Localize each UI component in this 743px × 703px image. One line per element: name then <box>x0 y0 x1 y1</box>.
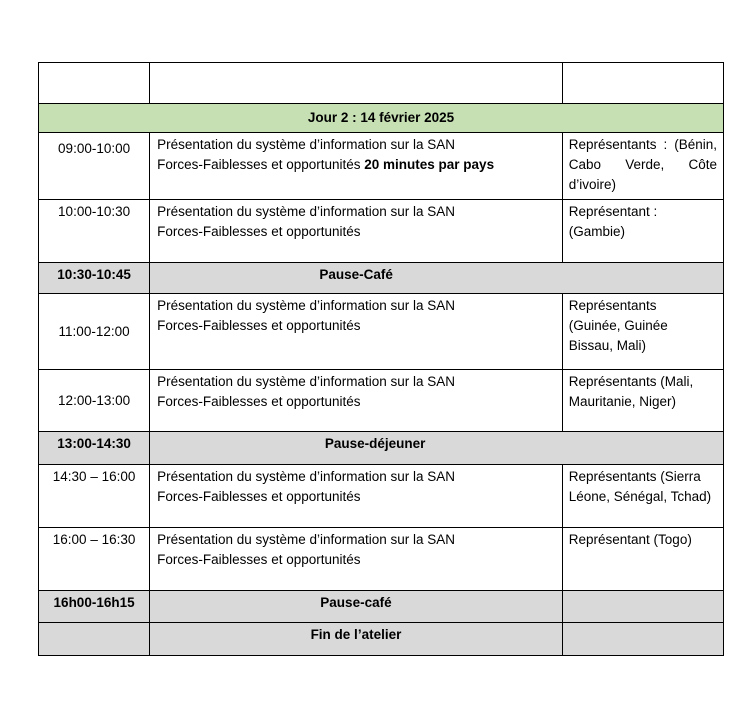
activity-title: Présentation du système d’information sur la SAN <box>157 204 456 219</box>
day-header: Jour 2 : 14 février 2025 <box>39 104 724 133</box>
empty-cell <box>562 63 723 104</box>
table-row <box>39 133 724 200</box>
time-cell: 09:00-10:00 <box>39 133 150 200</box>
time-cell: 16h00-16h15 <box>39 591 150 623</box>
activity-subtitle: Forces-Faiblesses et opportunités <box>157 552 361 567</box>
representatives-cell <box>562 370 723 432</box>
rep-line: Bissau, Mali) <box>568 338 647 353</box>
activity-cell <box>150 133 563 200</box>
activity-title: Présentation du système d’information sur la SAN <box>157 374 456 389</box>
activity-subtitle: Forces-Faiblesses et opportunités 20 minutes par pays <box>157 157 495 172</box>
representatives-cell <box>562 528 723 591</box>
activity-title: Présentation du système d’information sur la SAN <box>157 469 456 484</box>
time-cell: 14:30 – 16:00 <box>39 465 150 528</box>
rep-line: Mauritanie, Niger) <box>568 394 677 409</box>
time-cell: 10:00-10:30 <box>39 200 150 263</box>
break-row <box>39 623 724 656</box>
time-cell <box>39 623 150 656</box>
activity-subtitle: Forces-Faiblesses et opportunités <box>157 489 361 504</box>
break-row <box>39 432 724 465</box>
break-cell <box>150 263 724 294</box>
break-label: Pause-déjeuner <box>324 436 426 451</box>
empty-cell <box>562 591 723 623</box>
rep-line: Représentants (Mali, <box>568 374 694 389</box>
table-header-row <box>39 63 724 104</box>
time-cell: 11:00-12:00 <box>39 294 150 370</box>
time-cell: 13:00-14:30 <box>39 432 150 465</box>
empty-cell <box>562 623 723 656</box>
break-label: Pause-Café <box>319 267 393 282</box>
time-cell: 16:00 – 16:30 <box>39 528 150 591</box>
rep-line: Représentant (Togo) <box>568 532 692 547</box>
day-header-row <box>39 104 724 133</box>
break-label: Pause-café <box>150 591 563 623</box>
table-row <box>39 528 724 591</box>
break-row <box>39 591 724 623</box>
rep-line: Représentants (Sierra <box>568 469 701 484</box>
representatives-cell <box>562 465 723 528</box>
activity-cell <box>150 370 563 432</box>
representatives-cell <box>562 200 723 263</box>
time-cell: 12:00-13:00 <box>39 370 150 432</box>
activity-title: Présentation du système d’information sur la SAN <box>157 532 456 547</box>
activity-cell <box>150 200 563 263</box>
agenda-table <box>38 62 724 656</box>
table-row <box>39 200 724 263</box>
activity-cell <box>150 528 563 591</box>
representatives-cell <box>562 294 723 370</box>
rep-line: (Gambie) <box>568 224 626 239</box>
table-row <box>39 294 724 370</box>
rep-line: Représentants : (Bénin, <box>568 137 717 152</box>
table-row <box>39 370 724 432</box>
activity-title: Présentation du système d’information sur la SAN <box>157 137 456 152</box>
activity-subtitle: Forces-Faiblesses et opportunités <box>157 394 361 409</box>
empty-cell <box>39 63 150 104</box>
empty-cell <box>150 63 563 104</box>
representatives-cell <box>562 133 723 200</box>
closing-label: Fin de l’atelier <box>150 623 563 656</box>
rep-line: Cabo Verde, Côte <box>568 157 717 172</box>
rep-line: Représentant : <box>568 204 658 219</box>
activity-subtitle: Forces-Faiblesses et opportunités <box>157 224 361 239</box>
activity-cell <box>150 465 563 528</box>
activity-title: Présentation du système d’information sur la SAN <box>157 298 456 313</box>
activity-duration: 20 minutes par pays <box>364 157 495 172</box>
rep-line: Représentants <box>568 298 657 313</box>
rep-line: Léone, Sénégal, Tchad) <box>568 489 712 504</box>
break-cell <box>150 432 724 465</box>
table-row <box>39 465 724 528</box>
activity-subtitle: Forces-Faiblesses et opportunités <box>157 318 361 333</box>
time-cell: 10:30-10:45 <box>39 263 150 294</box>
rep-line: (Guinée, Guinée <box>568 318 668 333</box>
rep-line: d’ivoire) <box>568 177 617 192</box>
break-row <box>39 263 724 294</box>
activity-cell <box>150 294 563 370</box>
